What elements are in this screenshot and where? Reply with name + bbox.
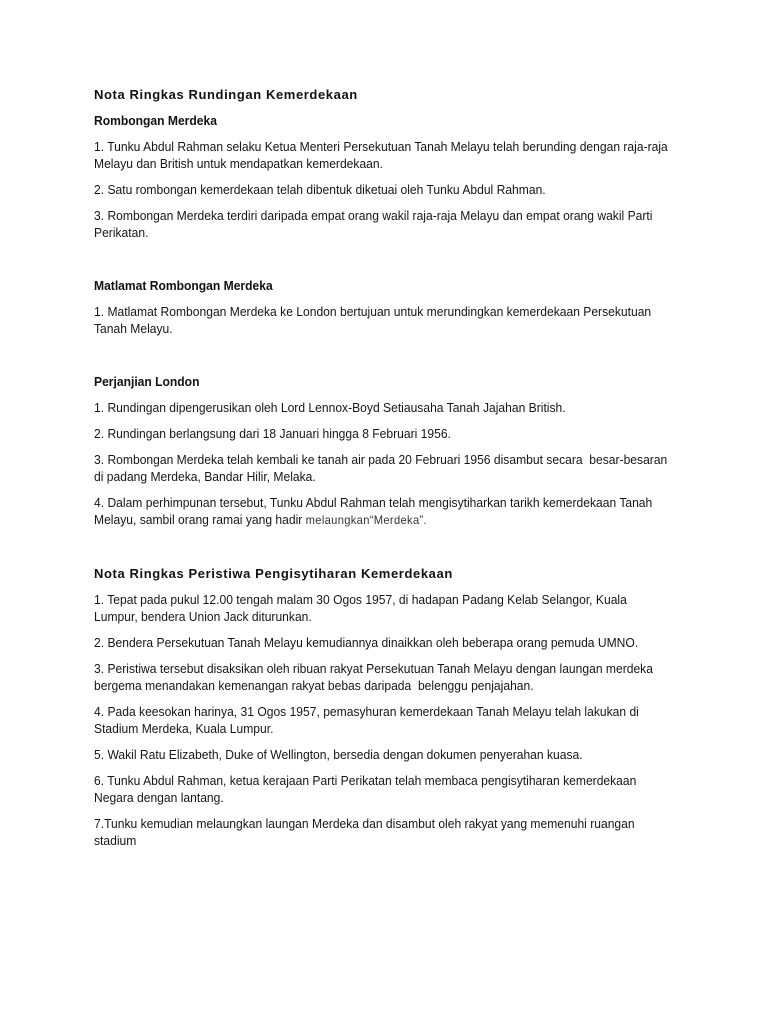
note-item [94, 303, 734, 337]
note-line: Negara dengan lantang. [94, 790, 224, 805]
note-line: 1. Rundingan dipengerusikan oleh Lord Lennox-Boyd Setiausaha Tanah Jajahan British. [94, 400, 566, 415]
note-line-text: Melayu, sambil orang ramai yang hadir [94, 512, 306, 527]
note-line: 3. Rombongan Merdeka telah kembali ke tanah air pada 20 Februari 1956 disambut secara besar-besaran [94, 452, 668, 467]
note-item [94, 815, 734, 849]
note-line: 1. Tepat pada pukul 12.00 tengah malam 30 Ogos 1957, di hadapan Padang Kelab Selangor, Kuala [94, 592, 627, 607]
note-item [94, 591, 734, 625]
note-line: 4. Dalam perhimpunan tersebut, Tunku Abdul Rahman telah mengisytiharkan tarikh kemerdekaan Tanah [94, 495, 653, 510]
note-line: stadium [94, 833, 137, 848]
note-item [94, 451, 734, 485]
note-line: 1. Matlamat Rombongan Merdeka ke London bertujuan untuk merundingkan kemerdekaan Persekutuan [94, 304, 652, 319]
section-matlamat-rombongan [94, 277, 734, 337]
note-line: 2. Bendera Persekutuan Tanah Melayu kemudiannya dinaikkan oleh beberapa orang pemuda UMNO. [94, 635, 639, 650]
quoted-chant: melaungkan“Merdeka”. [305, 513, 427, 527]
document-title: Nota Ringkas Rundingan Kemerdekaan [94, 87, 358, 102]
note-line: 2. Rundingan berlangsung dari 18 Januari hingga 8 Februari 1956. [94, 426, 451, 441]
note-line: 6. Tunku Abdul Rahman, ketua kerajaan Parti Perikatan telah membaca pengisytiharan kemerdekaan [94, 773, 637, 788]
note-item [94, 138, 734, 172]
section-perjanjian-london [94, 373, 734, 529]
note-line: 3. Rombongan Merdeka terdiri daripada empat orang wakil raja-raja Melayu dan empat orang wakil Parti [94, 208, 653, 223]
note-item [94, 181, 734, 198]
section-heading: Rombongan Merdeka [94, 113, 217, 128]
note-item [94, 425, 734, 442]
note-line [94, 511, 689, 529]
note-item [94, 399, 734, 416]
note-item [94, 494, 734, 529]
note-line: Perikatan. [94, 225, 149, 240]
note-item [94, 703, 734, 737]
note-line: 5. Wakil Ratu Elizabeth, Duke of Wellington, bersedia dengan dokumen penyerahan kuasa. [94, 747, 583, 762]
note-item [94, 746, 734, 763]
note-item [94, 634, 734, 651]
note-line: Melayu dan British untuk mendapatkan kemerdekaan. [94, 156, 383, 171]
note-line: Stadium Merdeka, Kuala Lumpur. [94, 721, 274, 736]
note-line: bergema menandakan kemenangan rakyat bebas daripada belenggu penjajahan. [94, 678, 534, 693]
document-title: Nota Ringkas Peristiwa Pengisytiharan Kemerdekaan [94, 566, 453, 581]
note-line: 3. Peristiwa tersebut disaksikan oleh ribuan rakyat Persekutuan Tanah Melayu dengan laungan merdeka [94, 661, 653, 676]
note-item [94, 772, 734, 806]
note-line: 1. Tunku Abdul Rahman selaku Ketua Menteri Persekutuan Tanah Melayu telah berunding dengan raja-raja [94, 139, 668, 154]
section-heading: Perjanjian London [94, 374, 200, 389]
section-heading: Matlamat Rombongan Merdeka [94, 278, 273, 293]
note-line: di padang Merdeka, Bandar Hilir, Melaka. [94, 469, 316, 484]
note-item [94, 660, 734, 694]
note-line: 2. Satu rombongan kemerdekaan telah dibentuk diketuai oleh Tunku Abdul Rahman. [94, 182, 546, 197]
note-line: Tanah Melayu. [94, 321, 173, 336]
note-line: 7.Tunku kemudian melaungkan laungan Merdeka dan disambut oleh rakyat yang memenuhi ruangan [94, 816, 635, 831]
document-page [94, 86, 734, 849]
section-rombongan-merdeka [94, 112, 734, 241]
note-line: 4. Pada keesokan harinya, 31 Ogos 1957, pemasyhuran kemerdekaan Tanah Melayu telah lakukan di [94, 704, 639, 719]
note-line: Lumpur, bendera Union Jack diturunkan. [94, 609, 312, 624]
note-item [94, 207, 734, 241]
